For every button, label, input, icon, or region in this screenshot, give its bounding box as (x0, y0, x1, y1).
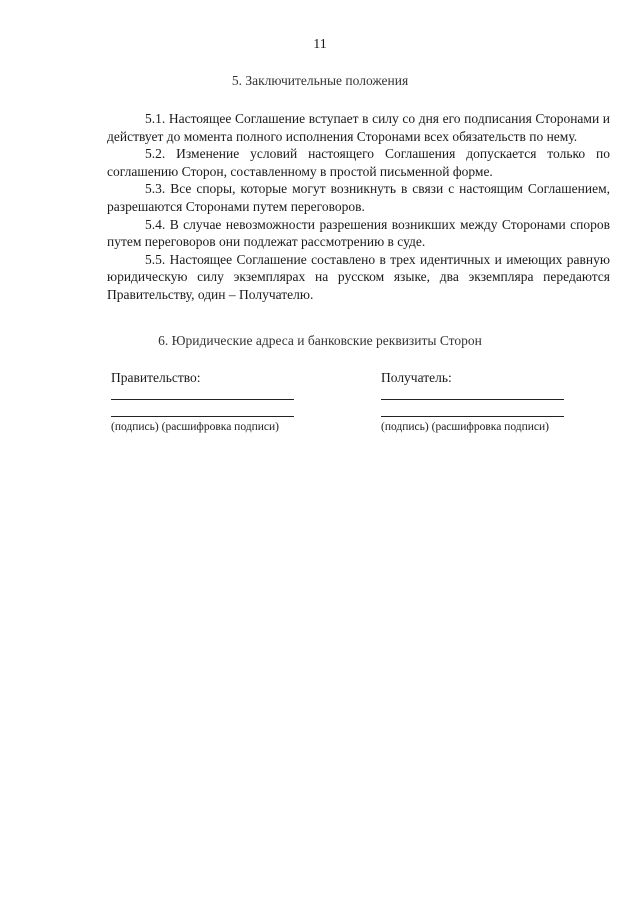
section-6-heading: 6. Юридические адреса и банковские реквизиты Сторон (158, 333, 482, 348)
recipient-signature-line (381, 399, 564, 400)
government-signature-caption: (подпись) (расшифровка подписи) (111, 421, 280, 433)
paragraph-5-1: 5.1. Настоящее Соглашение вступает в силу со дня его подписания Сторонами и действует до момента полного исполнения Сторонами всех обязательств по нему. (107, 111, 610, 144)
paragraph-5-2: 5.2. Изменение условий настоящего Соглашения допускается только по соглашению Сторон, составленному в простой письменной форме. (107, 146, 610, 179)
paragraph-5-5: 5.5. Настоящее Соглашение составлено в трех идентичных и имеющих равную юридическую силу экземплярах на русском языке, два экземпляра передаются Правительству, один – Получателю. (107, 251, 610, 302)
recipient-signature-caption: (подпись) (расшифровка подписи) (381, 421, 550, 433)
government-label: Правительство: (111, 370, 201, 385)
section-5-heading: 5. Заключительные положения (231, 73, 409, 88)
government-name-line (111, 416, 294, 417)
recipient-name-line (381, 416, 564, 417)
paragraph-5-3: 5.3. Все споры, которые могут возникнуть в связи с настоящим Соглашением, разрешаются Сторонами путем переговоров. (107, 181, 610, 214)
recipient-label: Получатель: (381, 370, 452, 385)
recipient-signature-block (381, 369, 581, 434)
section-5-body (107, 110, 610, 304)
government-signature-block (111, 369, 311, 434)
page-number: 11 (313, 37, 327, 52)
government-signature-line (111, 399, 294, 400)
paragraph-5-4: 5.4. В случае невозможности разрешения возникших между Сторонами споров путем переговоров они подлежат рассмотрению в суде. (107, 216, 610, 250)
